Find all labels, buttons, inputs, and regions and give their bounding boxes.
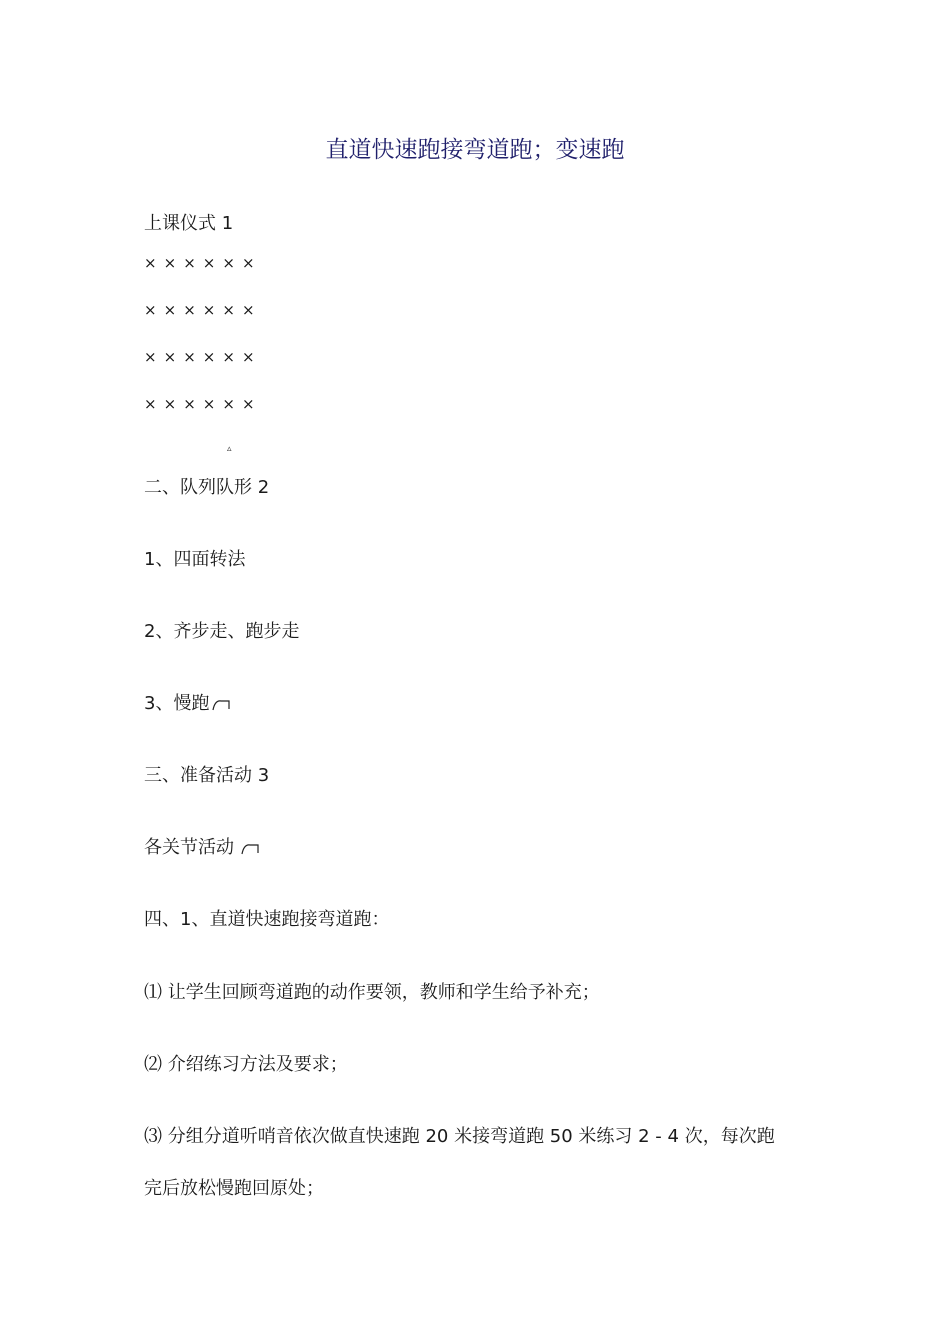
formation-row <box>144 394 262 414</box>
student-mark: × <box>183 254 196 272</box>
formation-row <box>144 347 262 367</box>
joint-activity-label: 各关节活动 <box>144 837 234 858</box>
student-mark: × <box>222 395 235 413</box>
item-four-sided-turn: 1、四面转法 <box>144 549 246 570</box>
student-mark: × <box>222 254 235 272</box>
section-ceremony: 上课仪式 1 <box>144 213 234 234</box>
section-two: 二、队列队形 2 <box>144 477 270 498</box>
item-march: 2、齐步走、跑步走 <box>144 621 300 642</box>
step-one: ⑴ 让学生回顾弯道跑的动作要领，教师和学生给予补充； <box>144 982 600 1003</box>
student-mark: × <box>163 254 177 272</box>
student-mark: × <box>241 395 255 413</box>
step-three-line-1: ⑶ 分组分道听哨音依次做直快速跑 20 米接弯道跑 50 米练习 2 - 4 次，每次跑 <box>144 1126 775 1147</box>
joint-activity <box>144 835 259 864</box>
item-jog <box>144 691 230 720</box>
section-four: 四、1、直道快速跑接弯道跑： <box>144 909 390 930</box>
section-three: 三、准备活动 3 <box>144 765 270 786</box>
student-mark: × <box>202 395 216 413</box>
page-title: 直道快速跑接弯道跑；变速跑 <box>325 137 625 163</box>
formation-row <box>144 253 262 273</box>
student-mark: × <box>163 395 177 413</box>
student-mark: × <box>163 301 177 319</box>
student-mark: × <box>163 348 177 366</box>
student-mark: × <box>241 348 255 366</box>
student-mark: × <box>241 301 255 319</box>
student-mark: × <box>241 254 255 272</box>
step-three-line-2: 完后放松慢跑回原处； <box>144 1178 324 1199</box>
student-mark: × <box>144 395 157 413</box>
student-mark: × <box>202 301 216 319</box>
student-mark: × <box>222 348 235 366</box>
arc-symbol-icon <box>241 838 259 864</box>
formation-row <box>144 300 262 320</box>
student-mark: × <box>183 301 196 319</box>
teacher-triangle-icon: ▵ <box>227 444 232 454</box>
student-mark: × <box>144 348 157 366</box>
item-jog-label: 3、慢跑 <box>144 693 210 714</box>
student-mark: × <box>222 301 235 319</box>
arc-symbol-icon <box>212 694 230 720</box>
student-mark: × <box>202 348 216 366</box>
student-mark: × <box>144 301 157 319</box>
student-mark: × <box>202 254 216 272</box>
student-mark: × <box>144 254 157 272</box>
step-two: ⑵ 介绍练习方法及要求； <box>144 1054 348 1075</box>
student-mark: × <box>183 395 196 413</box>
student-mark: × <box>183 348 196 366</box>
